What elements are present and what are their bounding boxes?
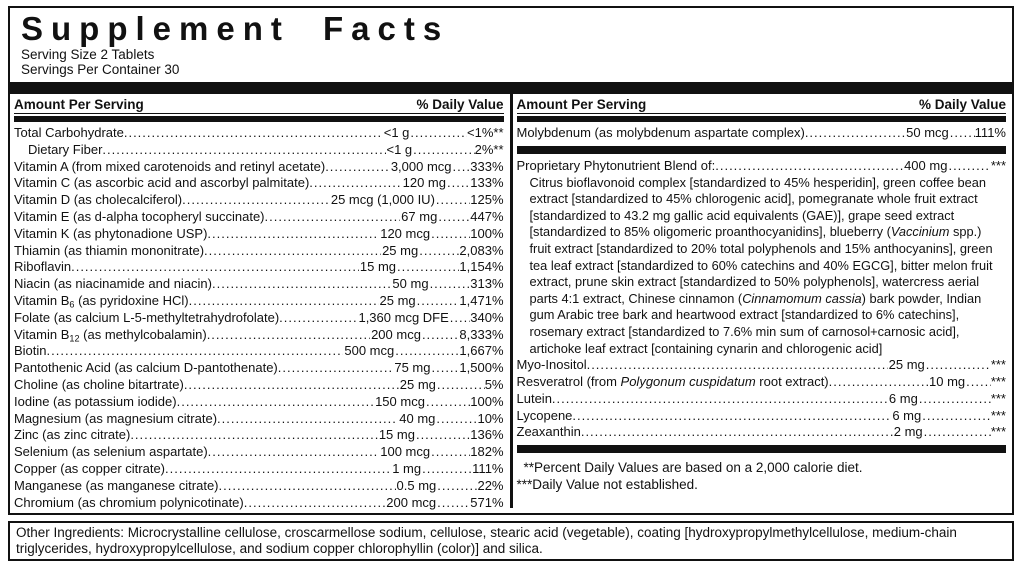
nutrient-row: [14, 461, 504, 478]
two-column-table: [10, 94, 1012, 508]
nutrient-amount: 120 mcg: [380, 225, 431, 241]
nutrient-amount: 10 mg: [929, 373, 966, 389]
nutrient-name: Vitamin K (as phytonadione USP): [14, 225, 208, 241]
dotted-leader: [922, 408, 991, 425]
dotted-leader: [426, 394, 470, 411]
nutrient-amount: 25 mg: [379, 292, 416, 308]
nutrient-name: Vitamin C (as ascorbic acid and ascorbyl palmitate): [14, 175, 310, 191]
nutrient-daily-value: 111%: [974, 125, 1006, 140]
nutrient-amount: 120 mg: [402, 175, 446, 191]
nutrient-name: Vitamin A (from mixed carotenoids and retinyl acetate): [14, 158, 326, 174]
dotted-leader: [437, 495, 470, 512]
nutrient-daily-value: 313%: [470, 276, 504, 292]
nutrient-amount: 0.5 mg: [396, 477, 437, 493]
nutrient-row: [14, 259, 504, 276]
nutrient-amount: 6 mg: [888, 390, 918, 406]
nutrient-daily-value: 1,471%: [459, 292, 504, 308]
nutrient-amount: 40 mg: [399, 410, 436, 426]
dotted-leader: [431, 360, 459, 377]
nutrient-name: Niacin (as niacinamide and niacin): [14, 276, 212, 292]
nutrient-name: Copper (as copper citrate): [14, 460, 166, 476]
nutrient-name: Iodine (as potassium iodide): [14, 393, 177, 409]
dotted-leader: [410, 125, 467, 142]
nutrient-daily-value: ***: [990, 407, 1006, 423]
nutrient-daily-value: ***: [990, 424, 1007, 440]
dotted-leader: [416, 427, 470, 444]
supplement-label: [8, 6, 1014, 561]
nutrient-name: Zinc (as zinc citrate): [14, 427, 131, 443]
dotted-leader: [47, 343, 344, 360]
serving-size: Serving Size 2 Tablets: [21, 47, 155, 62]
nutrient-amount: 50 mcg: [906, 125, 949, 140]
dotted-leader: [413, 142, 474, 159]
dotted-leader: [219, 478, 396, 495]
nutrient-row: [14, 226, 504, 243]
nutrient-amount: 500 mcg: [344, 343, 395, 359]
dotted-leader: [419, 243, 459, 260]
nutrient-daily-value: 125%: [470, 192, 504, 208]
nutrient-amount: 400 mg: [904, 157, 948, 173]
footnote-not-established: ***Daily Value not established.: [516, 476, 698, 492]
nutrient-daily-value: 8,333%: [459, 326, 504, 342]
nutrient-amount: 200 mcg: [386, 494, 437, 510]
right-column: [513, 94, 1013, 508]
dotted-leader: [587, 357, 888, 374]
nutrient-daily-value: 340%: [470, 309, 504, 325]
nutrient-row: [14, 444, 504, 461]
nutrient-daily-value: ***: [990, 357, 1006, 373]
nutrient-name: Chromium (as chromium polynicotinate): [14, 494, 244, 510]
nutrient-amount: 200 mcg: [371, 326, 421, 342]
nutrient-row: [14, 495, 504, 512]
nutrient-daily-value: 22%: [477, 477, 504, 493]
left-nutrient-rows: [14, 125, 504, 511]
proprietary-blend-header: [517, 158, 1007, 175]
nutrient-daily-value: <1%**: [467, 125, 504, 140]
nutrient-row: [14, 343, 504, 360]
dotted-leader: [102, 142, 385, 159]
thick-divider-bar: [10, 82, 1012, 94]
nutrient-row: [517, 408, 1007, 425]
nutrient-name: Pantothenic Acid (as calcium D-pantothenate): [14, 360, 278, 376]
nutrient-name: Lutein: [516, 390, 552, 406]
nutrient-daily-value: ***: [990, 390, 1006, 406]
nutrient-amount: 15 mg: [359, 259, 397, 275]
nutrient-row: [14, 478, 504, 495]
nutrient-amount: 2 mg: [893, 424, 923, 440]
nutrient-name: Selenium (as selenium aspartate): [14, 444, 208, 460]
nutrient-name: Folate (as calcium L-5-methyltetrahydrofolate): [14, 309, 280, 325]
nutrient-name: Dietary Fiber: [28, 141, 103, 157]
nutrient-name: Vitamin D (as cholecalciferol): [14, 192, 183, 208]
dotted-leader: [244, 495, 386, 512]
nutrient-daily-value: 2,083%: [459, 242, 504, 258]
nutrient-amount: 25 mg: [382, 242, 419, 258]
nutrient-daily-value: ***: [990, 157, 1007, 173]
nutrient-amount: 25 mg: [399, 376, 436, 392]
left-column-header: [14, 94, 504, 114]
dotted-leader: [130, 427, 378, 444]
dotted-leader: [552, 391, 888, 408]
right-nutrient-rows: [517, 125, 1007, 142]
nutrient-row: [14, 192, 504, 209]
dotted-leader: [422, 327, 459, 344]
dotted-leader: [217, 411, 398, 428]
nutrient-row: [14, 360, 504, 377]
nutrient-daily-value: 100%: [470, 225, 504, 241]
nutrient-daily-value: 133%: [470, 175, 504, 191]
nutrient-daily-value: 1,500%: [459, 360, 504, 376]
dotted-leader: [265, 209, 401, 226]
dotted-leader: [447, 175, 470, 192]
nutrient-daily-value: 447%: [470, 208, 504, 224]
dotted-leader: [207, 226, 379, 243]
dotted-leader: [309, 175, 401, 192]
dotted-leader: [422, 461, 472, 478]
nutrient-row: [517, 158, 1007, 175]
header-bar: [14, 116, 504, 122]
nutrient-row: [14, 293, 504, 310]
nutrient-name: Myo-Inositol: [516, 357, 587, 373]
nutrient-daily-value: 571%: [470, 494, 504, 510]
nutrient-row: [14, 175, 504, 192]
panel-title: Supplement Facts: [21, 10, 450, 47]
nutrient-daily-value: 111%: [472, 460, 504, 476]
nutrient-name: Resveratrol (from Polygonum cuspidatum root extract): [516, 373, 829, 389]
nutrient-daily-value: 100%: [470, 393, 504, 409]
nutrient-row: [14, 394, 504, 411]
nutrient-name: Vitamin E (as d-alpha tocopheryl succinate): [14, 208, 265, 224]
dotted-leader: [325, 159, 390, 176]
nutrient-daily-value: 2%**: [474, 141, 504, 157]
dotted-leader: [437, 478, 477, 495]
dotted-leader: [436, 411, 477, 428]
dotted-leader: [919, 391, 991, 408]
nutrient-amount: 6 mg: [892, 407, 922, 423]
nutrient-row: [14, 327, 504, 344]
dotted-leader: [581, 424, 893, 441]
nutrient-row: [517, 357, 1007, 374]
amount-per-serving-heading: Amount Per Serving: [14, 97, 144, 112]
nutrient-name: Vitamin $B_{12}$ (as methylcobalamin): [14, 326, 207, 343]
nutrient-amount: 25 mg: [888, 357, 925, 373]
nutrient-daily-value: 10%: [477, 410, 504, 426]
servings-per-container: Servings Per Container 30: [21, 62, 180, 77]
footnote-daily-values: **Percent Daily Values are based on a 2,000 calorie diet.: [523, 460, 863, 476]
nutrient-name: Manganese (as manganese citrate): [14, 477, 219, 493]
dotted-leader: [208, 444, 380, 461]
daily-value-heading: % Daily Value: [918, 97, 1006, 112]
nutrient-amount: 15 mg: [378, 427, 415, 443]
nutrient-row: [14, 377, 504, 394]
dotted-leader: [395, 343, 459, 360]
nutrient-amount: 3,000 mcg: [390, 158, 452, 174]
nutrient-daily-value: ***: [990, 373, 1006, 389]
dotted-leader: [437, 377, 485, 394]
dotted-leader: [453, 159, 471, 176]
nutrient-name: Thiamin (as thiamin mononitrate): [14, 242, 205, 258]
nutrient-row: [14, 125, 504, 142]
section-bar: [517, 146, 1007, 154]
nutrient-name: Magnesium (as magnesium citrate): [14, 410, 218, 426]
dotted-leader: [431, 444, 470, 461]
other-ingredients-box: Other Ingredients: Microcrystalline cellulose, croscarmellose sodium, cellulose, stearic acid (vegetable), coating [hydroxypropylmethylcellulose, medium-chain triglycerides, hydroxypropylcellulose, and sodium copper chlorophyllin (color)] and silica.: [8, 521, 1014, 561]
dotted-leader: [948, 158, 990, 175]
nutrient-daily-value: 136%: [470, 427, 504, 443]
blend-description: Citrus bioflavonoid complex [standardized to 45% hesperidin], green coffee bean extract [standardized to 45% chlorogenic acid], pomegranate whole fruit extract [standardized to 43.2 mg gallic acid equivalents (GAE)], grape seed extract [standardized to 85% oligomeric proanthocyanidins], blueberry (Vaccinium spp.) fruit extract [standardized to 20% total polyphenols and 15% anthocyanins], green tea leaf extract [standardized to 60% catechins and 40% EGCG], bitter melon fruit extract, prune skin extract [standardized to 50% polyphenols], watercress aerial parts 4:1 extract, Chinese cinnamon (Cinnamomum cassia) bark powder, Indian gum Arabic tree bark and heartwood extract [standardized to 6% catechins], rosemary extract [standardized to 7.6% min sum of carnosol+carnosic acid], artichoke leaf extract [containing cynarin and chlorogenic acid]: [529, 174, 993, 356]
dotted-leader: [207, 327, 370, 344]
dotted-leader: [278, 360, 394, 377]
nutrient-name: Proprietary Phytonutrient Blend of:: [516, 157, 716, 173]
nutrient-amount: 150 mcg: [375, 393, 425, 409]
nutrient-name: Total Carbohydrate: [14, 125, 124, 140]
dotted-leader: [950, 125, 975, 142]
nutrient-amount: 25 mcg (1,000 IU): [330, 192, 435, 208]
amount-per-serving-heading: Amount Per Serving: [516, 97, 647, 112]
dotted-leader: [430, 276, 471, 293]
dotted-leader: [189, 293, 379, 310]
dotted-leader: [182, 192, 330, 209]
left-column: [10, 94, 510, 508]
nutrient-amount: 75 mg: [394, 360, 431, 376]
dotted-leader: [436, 192, 470, 209]
nutrient-row: [14, 276, 504, 293]
nutrient-row: [14, 427, 504, 444]
dotted-leader: [924, 424, 991, 441]
dotted-leader: [397, 259, 459, 276]
nutrient-amount: 67 mg: [401, 208, 438, 224]
nutrient-row: [14, 411, 504, 428]
dotted-leader: [204, 243, 381, 260]
nutrient-name: Vitamin $B_6$ (as pyridoxine HCl): [14, 292, 189, 310]
dotted-leader: [177, 394, 374, 411]
dotted-leader: [715, 158, 903, 175]
nutrient-row: [517, 391, 1007, 408]
dotted-leader: [71, 259, 359, 276]
dotted-leader: [805, 125, 905, 142]
nutrient-amount: 1 mg: [392, 460, 422, 476]
footnotes: [517, 457, 1007, 493]
dotted-leader: [966, 374, 991, 391]
dotted-leader: [124, 125, 383, 142]
nutrient-amount: <1 g: [383, 125, 410, 140]
nutrient-name: Molybdenum (as molybdenum aspartate complex): [516, 125, 805, 140]
header-bar: [517, 116, 1007, 122]
dotted-leader: [431, 226, 470, 243]
nutrient-daily-value: 5%: [484, 376, 504, 392]
right-column-header: [517, 94, 1007, 114]
nutrient-name: Zeaxanthin: [516, 424, 581, 440]
dotted-leader: [212, 276, 391, 293]
nutrient-daily-value: 333%: [470, 158, 504, 174]
dotted-leader: [450, 310, 470, 327]
nutrient-daily-value: 182%: [470, 444, 504, 460]
nutrient-row: [14, 310, 504, 327]
supplement-facts-panel: [8, 6, 1014, 515]
nutrient-name: Biotin: [14, 343, 47, 359]
section-bar: [517, 445, 1007, 453]
nutrient-row: [517, 125, 1007, 142]
dotted-leader: [279, 310, 357, 327]
dotted-leader: [829, 374, 928, 391]
dotted-leader: [926, 357, 991, 374]
dotted-leader: [165, 461, 391, 478]
daily-value-heading: % Daily Value: [416, 97, 504, 112]
dotted-leader: [572, 408, 891, 425]
nutrient-name: Choline (as choline bitartrate): [14, 376, 184, 392]
nutrient-amount: <1 g: [386, 141, 413, 157]
nutrient-amount: 1,360 mcg DFE: [358, 309, 449, 325]
nutrient-row: [14, 159, 504, 176]
nutrient-row: [14, 142, 504, 159]
nutrient-name: Riboflavin: [14, 259, 72, 275]
nutrient-amount: 50 mg: [392, 276, 429, 292]
blend-nutrient-rows: [517, 357, 1007, 441]
nutrient-row: [14, 209, 504, 226]
dotted-leader: [184, 377, 399, 394]
dotted-leader: [438, 209, 470, 226]
nutrient-row: [517, 424, 1007, 441]
dotted-leader: [417, 293, 460, 310]
nutrient-daily-value: 1,667%: [459, 343, 504, 359]
nutrient-name: Lycopene: [516, 407, 573, 423]
nutrient-amount: 100 mcg: [380, 444, 431, 460]
nutrient-row: [517, 374, 1007, 391]
nutrient-row: [14, 243, 504, 260]
nutrient-daily-value: 1,154%: [459, 259, 504, 275]
